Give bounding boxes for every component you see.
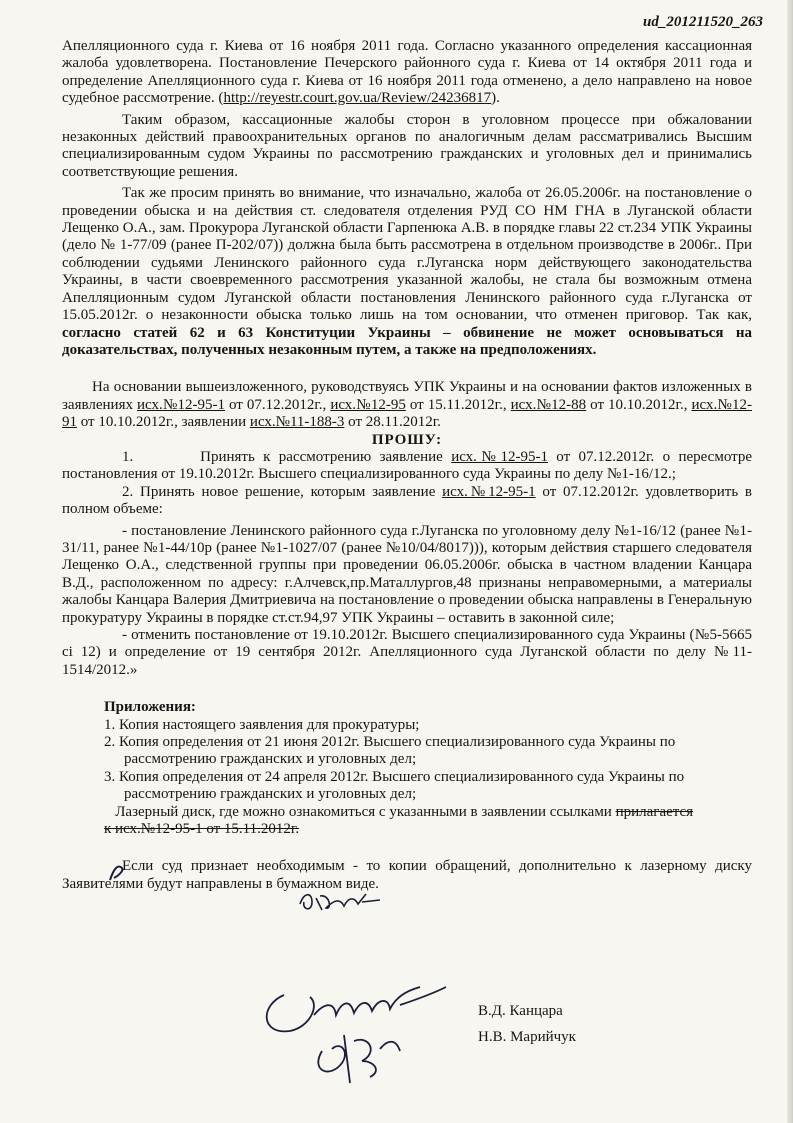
ref-11-188-3: исх.№11-188-3 xyxy=(249,414,345,431)
attachment-item-2-text: 2. Копия определения от 21 июня 2012г. Высшего специализированного суда Украины по xyxy=(104,734,676,751)
ref-12-95: исх.№12-95 xyxy=(330,396,406,413)
request-item-1-ref: исх.№12-95-1 xyxy=(451,448,548,465)
handwritten-margin-mark-icon xyxy=(106,862,128,884)
request-item-2a: - постановление Ленинского районного суда г.Луганска по уголовному делу №1-16/12 (ранее №1-31/11, ранее №1-44/10р (ранее №1-1027/07 (ранее №10/04/8017))), которым действия старшего следователя Лещенко О.А., следственной группы при проведении 06.05.2006г. обыска в частном владении Канцара В.Д., расположенном по адресу: г.Алчевск,пр.Маталлургов,48 признаны неправомерными, а материалы жалобы Канцара Валерия Дмитриевича на постановление о проведении обыска направлены в Генеральную прокуратуру Украины в порядке ст.ст.94,97 УПК Украины – оставить в законной силе; xyxy=(62,522,752,626)
attachment-item-2-continuation: рассмотрению гражданских и уголовных дел; xyxy=(124,751,417,768)
paragraph-4-text-5: от 10.10.2012г., заявлении xyxy=(77,414,250,431)
attachment-item-4 xyxy=(104,804,752,839)
ref-12-91: исх.№12-91 xyxy=(62,396,753,431)
paragraph-3 xyxy=(62,185,752,359)
attachments-title: Приложения: xyxy=(104,699,196,716)
paragraph-4-text-3: от 15.11.2012г., xyxy=(405,396,511,413)
paragraph-1-end: ). xyxy=(491,90,500,107)
paragraph-2: Таким образом, кассационные жалобы сторон в уголовном процессе при обжаловании незаконных действий правоохранительных органов по аналогичным делам рассматривались Высшим специализированным судом Украины по рассмотрению гражданских и уголовных дел и принимались соответствующие решения. xyxy=(62,111,752,180)
request-item-2b: - отменить постановление от 19.10.2012г. Высшего специализированного суда Украины (№5-5665 сі 12) и определение от 19 сентября 2012г. Апелляционного суда Луганской области по делу №11-1514/2012.» xyxy=(62,627,752,678)
attachments-list xyxy=(62,717,752,839)
paragraph-4 xyxy=(62,379,752,431)
attachment-item-3 xyxy=(104,769,752,804)
request-item-2-ref: исх.№12-95-1 xyxy=(442,483,536,500)
handwritten-initial-signature-icon xyxy=(296,884,386,920)
attachment-item-3-continuation: рассмотрению гражданских и уголовных дел; xyxy=(124,786,417,803)
attachment-item-1-text: 1. Копия настоящего заявления для прокуратуры; xyxy=(104,716,420,733)
paragraph-1 xyxy=(62,38,752,108)
request-item-1 xyxy=(62,449,752,484)
request-heading: ПРОШУ: xyxy=(371,431,443,448)
paragraph-4-text-2: от 07.12.2012г., xyxy=(225,396,331,413)
document-body xyxy=(62,38,752,893)
ref-12-88: исх.№12-88 xyxy=(510,396,587,413)
request-item-2 xyxy=(62,484,752,519)
attachment-item-4-strike-line: к исх.№12-95-1 от 15.11.2012г. xyxy=(104,821,300,838)
paragraph-3-text: Так же просим принять во внимание, что изначально, жалоба от 26.05.2006г. на постановление о проведении обыска и на действия ст. следователя отделения РУД СО НМ ГНА в Луганской области Лещенко О.А., зам. Прокурора Луганской области Гарпенюка А.В. в порядке главы 22 ст.234 УПК Украины (дело № 1-77/09 (ранее П-202/07)) должна была быть рассмотрена в отдельном производстве в 2006г.. При соблюдении судьями Ленинского районного суда г.Луганска норм действующего законодательства Украины, в части своевременного рассмотрения указанной жалобы, не стала бы возможным отмена Апелляционным судом Луганской области постановления Ленинского районного суда г.Луганска от 15.05.2012г. о незаконности обыска только лишь на том основании, что отменен приговор. Так как, xyxy=(62,185,752,324)
scan-edge-shadow xyxy=(787,0,793,1123)
signatory-2: Н.В. Марийчук xyxy=(478,1029,576,1045)
request-item-2-text: 2. Принять новое решение, которым заявление xyxy=(122,483,443,500)
request-item-1-text: Принять к рассмотрению заявление xyxy=(200,448,452,465)
paragraph-1-text: Апелляционного суда г. Киева от 16 ноября 2011 года. Согласно указанного определения кассационная жалоба удовлетворена. Постановление Печерского районного суда г. Киева от 14 октября 2011 года и определение Апелляционного суда г. Киева от 16 ноября 2011 года отменено, а дело направлено на новое судебное рассмотрение. ( xyxy=(62,38,752,107)
attachment-item-1 xyxy=(104,717,752,734)
signatories xyxy=(478,998,576,1050)
attachment-item-2 xyxy=(104,734,752,769)
handwritten-signature-icon xyxy=(250,975,470,1085)
request-item-1-number: 1. xyxy=(122,448,134,465)
document-id: ud_201211520_263 xyxy=(642,14,763,30)
signatory-1: В.Д. Канцара xyxy=(478,1003,563,1019)
ref-12-95-1: исх.№12-95-1 xyxy=(136,396,225,413)
paragraph-3-bold-constitution: согласно статей 62 и 63 Конституции Украины – обвинение не может основываться на доказательствах, полученных незаконным путем, а также на предположениях. xyxy=(62,324,752,358)
request-item-1-text-2: от 07.12.2012г. о пересмотре постановления от 19.10.2012г. Высшего специализированного суда Украины по делу №1-16/12.; xyxy=(62,448,753,483)
attachment-item-3-text: 3. Копия определения от 24 апреля 2012г. Высшего специализированного суда Украины по xyxy=(104,768,685,785)
attachment-item-4-text: Лазерный диск, где можно ознакомиться с указанными в заявлении ссылками xyxy=(115,803,612,820)
court-registry-link[interactable]: http://reyestr.court.gov.ua/Review/24236817 xyxy=(223,90,492,107)
request-item-2-text-2: от 07.12.2012г. удовлетворить в полном объеме: xyxy=(62,483,752,518)
paragraph-4-text-4: от 10.10.2012г., xyxy=(586,396,692,413)
attachment-item-4-strike-end: прилагается xyxy=(615,803,694,820)
paragraph-4-text-6: от 28.11.2012г. xyxy=(344,414,441,431)
closing-paragraph: Если суд признает необходимым - то копии обращений, дополнительно к лазерному диску Заявителями будут направлены в бумажном виде. xyxy=(62,858,752,892)
paragraph-4-text-1: На основании вышеизложенного, руководствуясь УПК Украины и на основании фактов изложенных в заявлениях xyxy=(62,379,752,413)
